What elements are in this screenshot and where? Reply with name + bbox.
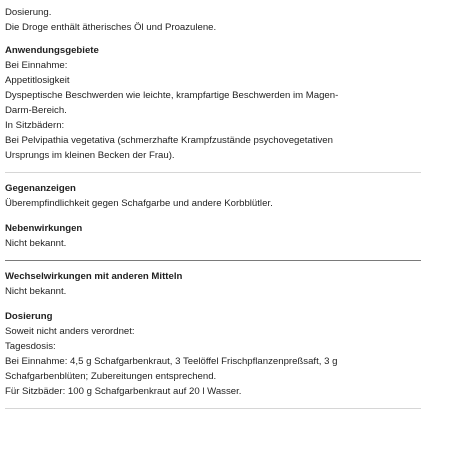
section-line: Ursprungs im kleinen Becken der Frau). — [5, 150, 175, 161]
section-line: Appetitlosigkeit — [5, 75, 70, 86]
section-line: Überempfindlichkeit gegen Schafgarbe und andere Korbblütler. — [5, 198, 273, 209]
section-line: Nicht bekannt. — [5, 286, 67, 297]
section-divider — [5, 260, 421, 261]
section-line: In Sitzbädern: — [5, 120, 65, 131]
section-anwendungsgebiete — [5, 43, 421, 163]
section-heading: Dosierung — [5, 311, 53, 322]
document-page — [5, 0, 421, 417]
section-gegenanzeigen — [5, 181, 421, 211]
intro-section — [5, 5, 421, 35]
intro-line: Die Droge enthält ätherisches Öl und Proazulene. — [5, 22, 217, 33]
section-heading: Anwendungsgebiete — [5, 45, 99, 56]
section-line: Tagesdosis: — [5, 341, 56, 352]
section-line: Für Sitzbäder: 100 g Schafgarbenkraut auf 20 l Wasser. — [5, 386, 242, 397]
section-divider — [5, 172, 421, 173]
section-line: Darm-Bereich. — [5, 105, 67, 116]
section-line: Bei Einnahme: 4,5 g Schafgarbenkraut, 3 Teelöffel Frischpflanzenpreßsaft, 3 g — [5, 356, 338, 367]
section-nebenwirkungen — [5, 221, 421, 251]
section-line: Bei Einnahme: — [5, 60, 68, 71]
section-wechselwirkungen — [5, 269, 421, 299]
section-heading: Wechselwirkungen mit anderen Mitteln — [5, 271, 183, 282]
section-dosierung — [5, 309, 421, 399]
section-line: Soweit nicht anders verordnet: — [5, 326, 135, 337]
section-divider — [5, 408, 421, 409]
intro-line: Dosierung. — [5, 7, 52, 18]
section-line: Schafgarbenblüten; Zubereitungen entsprechend. — [5, 371, 217, 382]
section-line: Dyspeptische Beschwerden wie leichte, krampfartige Beschwerden im Magen- — [5, 90, 339, 101]
section-line: Nicht bekannt. — [5, 238, 67, 249]
section-heading: Nebenwirkungen — [5, 223, 83, 234]
section-heading: Gegenanzeigen — [5, 183, 76, 194]
section-line: Bei Pelvipathia vegetativa (schmerzhafte Krampfzustände psychovegetativen — [5, 135, 333, 146]
